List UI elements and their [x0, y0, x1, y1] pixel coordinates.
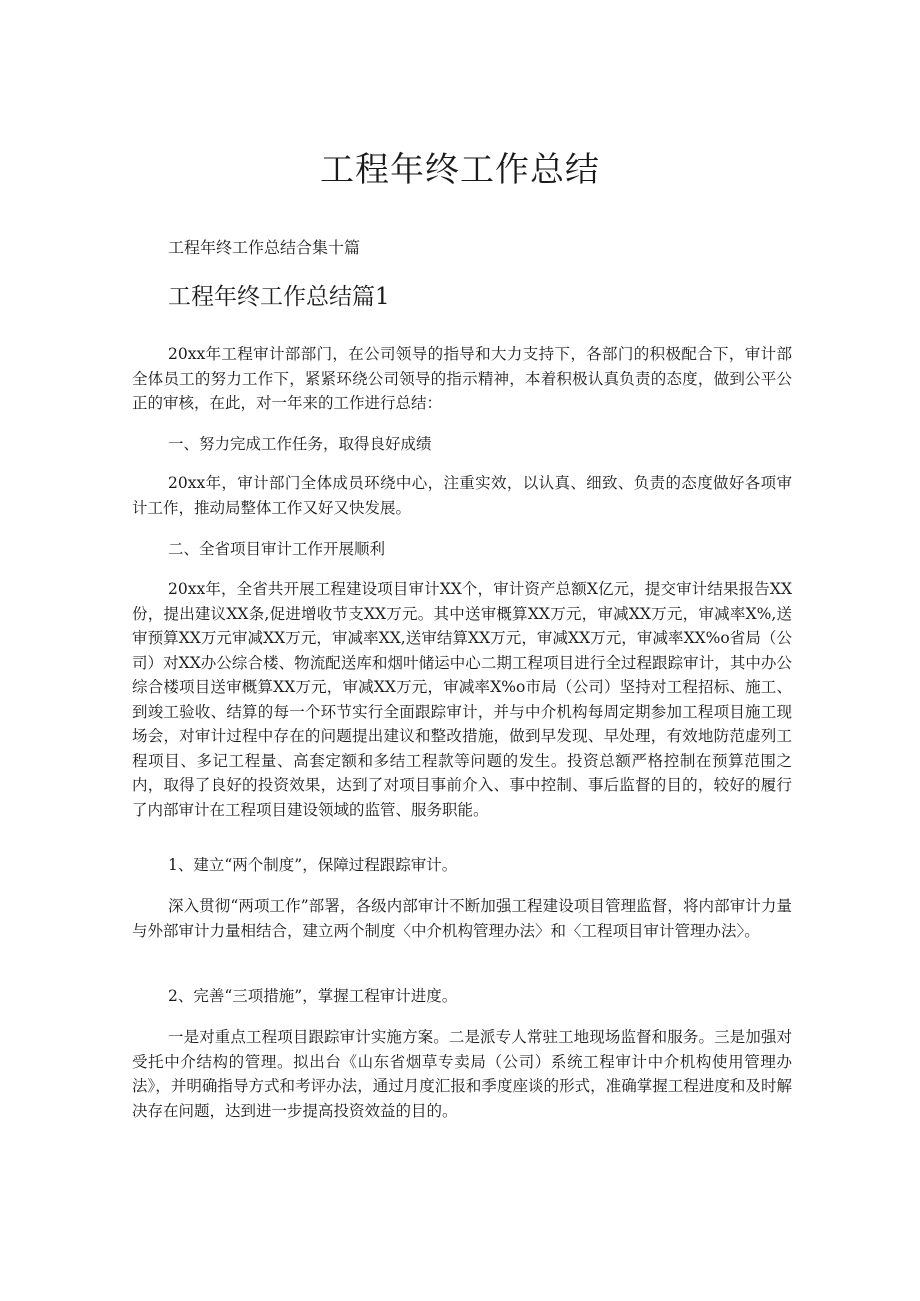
- heading-four: 2、完善“三项措施”，掌握工程审计进度。: [168, 987, 458, 1005]
- paragraph-three: 深入贯彻“两项工作”部署，各级内部审计不断加强工程建设项目管理监督，将内部审计力量与外部审计力量相结合，建立两个制度〈中介机构管理办法〉和〈工程项目审计管理办法〉。: [132, 897, 792, 940]
- heading-three: 1、建立“两个制度”，保障过程跟踪审计。: [168, 856, 458, 874]
- heading-two: 二、全省项目审计工作开展顺利: [168, 540, 386, 558]
- paragraph-intro: 20xx年工程审计部部门，在公司领导的指导和大力支持下，各部门的积极配合下，审计部全体员工的努力工作下，紧紧环绕公司领导的指示精神，本着积极认真负责的态度，做到公平公正的审核，在此，对一年来的工作进行总结：: [132, 345, 792, 412]
- document-subtitle: 工程年终工作总结合集十篇: [168, 238, 361, 257]
- paragraph-one: 20xx年，审计部门全体成员环绕中心，注重实效，以认真、细致、负责的态度做好各项审计工作，推动局整体工作又好又快发展。: [132, 474, 792, 517]
- section-heading: 工程年终工作总结篇1: [168, 284, 390, 310]
- document-title: 工程年终工作总结: [320, 150, 600, 190]
- paragraph-four: 一是对重点工程项目跟踪审计实施方案。二是派专人常驻工地现场监督和服务。三是加强对受托中介结构的管理。拟出台《山东省烟草专卖局（公司）系统工程审计中介机构使用管理办法》，并明确指导方式和考评办法，通过月度汇报和季度座谈的形式，准确掌握工程进度和及时解决存在问题，达到进一步提高投资效益的目的。: [132, 1028, 792, 1120]
- heading-one: 一、努力完成工作任务，取得良好成绩: [168, 435, 432, 453]
- paragraph-two: 20xx年，全省共开展工程建设项目审计XX个，审计资产总额X亿元，提交审计结果报告XX份，提出建议XX条,促进增收节支XX万元。其中送审概算XX万元，审减XX万元，审减率X%,送审预算XX万元审减XX万元，审减率XX,送审结算XX万元，审减XX万元，审减率XX%o省局（公司）对XX办公综合楼、物流配送库和烟叶储运中心二期工程项目进行全过程跟踪审计，其中办公综合楼项目送审概算XX万元，审减XX万元，审减率X%o市局（公司）坚持对工程招标、施工、到竣工验收、结算的每一个环节实行全面跟踪审计，并与中介机构每周定期参加工程项目施工现场会，对审计过程中存在的问题提出建议和整改措施，做到早发现、早处理，有效地防范虚列工程项目、多记工程量、高套定额和多结工程款等问题的发生。投资总额严格控制在预算范围之内，取得了良好的投资效果，达到了对项目事前介入、事中控制、事后监督的目的，较好的履行了内部审计在工程项目建设领域的监管、服务职能。: [132, 580, 792, 819]
